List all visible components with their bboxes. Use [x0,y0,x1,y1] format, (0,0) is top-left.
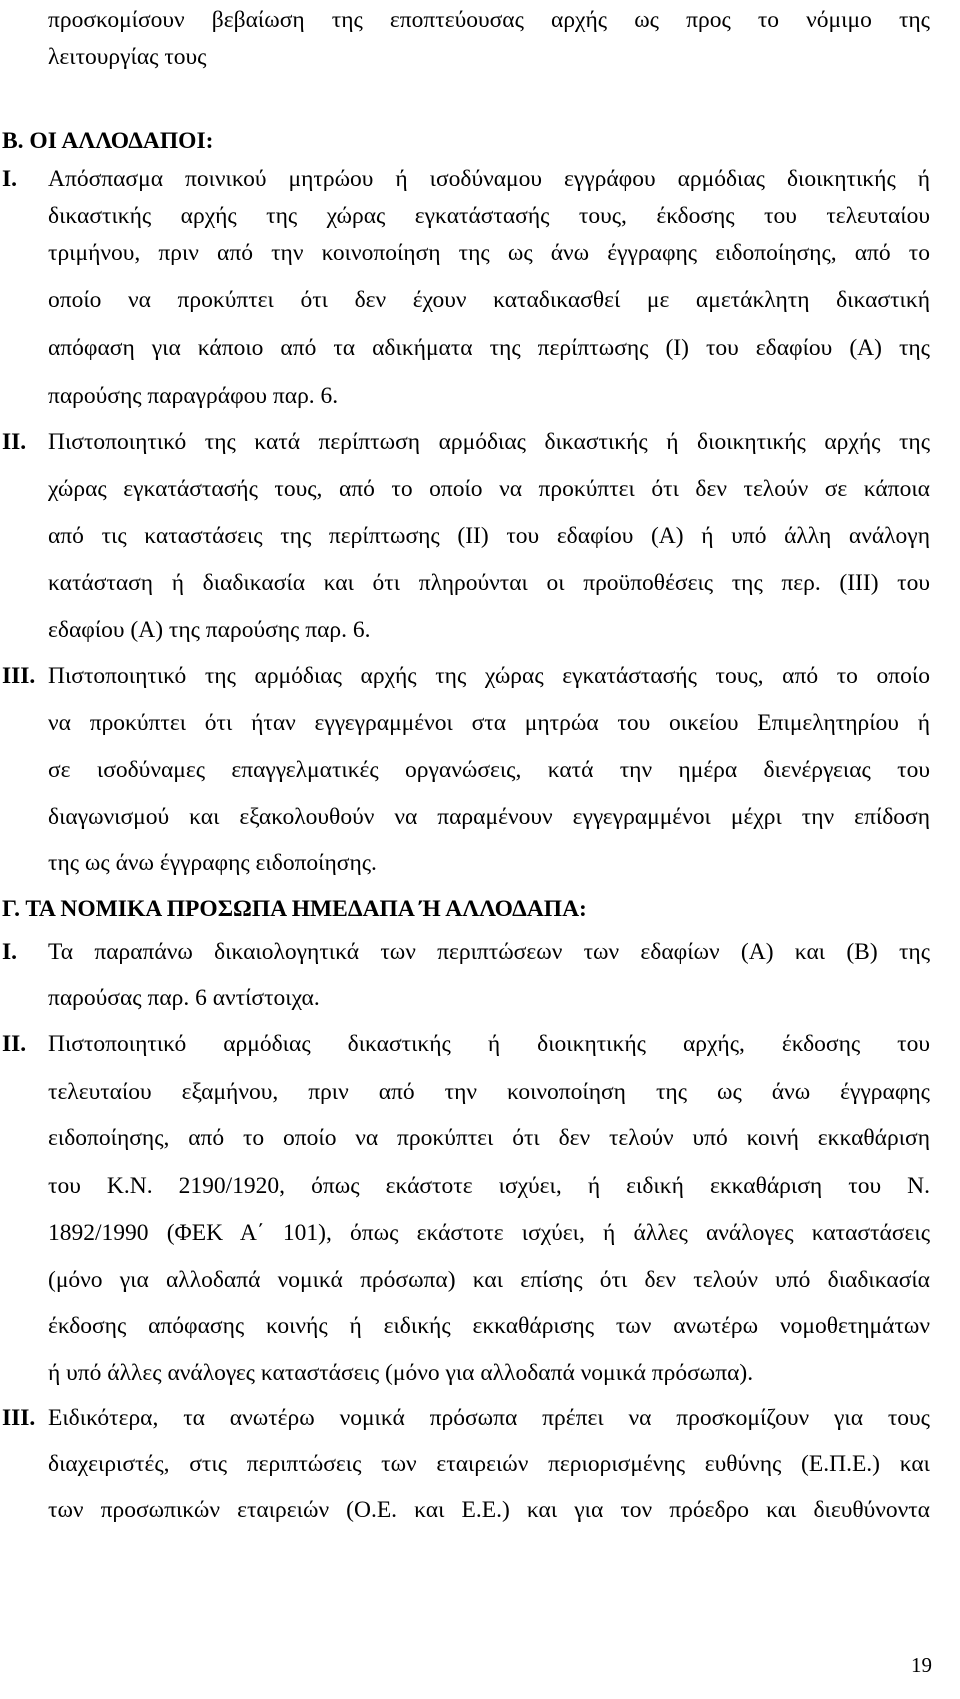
text-line: 1892/1990 (ΦΕΚ Α΄ 101), όπως εκάστοτε ισχύει, ή άλλες ανάλογες καταστάσεις [48,1220,930,1246]
text-line: διαχειριστές, στις περιπτώσεις των εταιρειών περιορισμένης ευθύνης (Ε.Π.Ε.) και [48,1451,930,1477]
item-marker: ΙΙ. [2,429,27,455]
text-line: λειτουργίας τους [48,44,207,70]
text-line: Απόσπασμα ποινικού μητρώου ή ισοδύναμου εγγράφου αρμόδιας διοικητικής ή [48,166,930,192]
text-line: των προσωπικών εταιρειών (Ο.Ε. και Ε.Ε.) και για τον πρόεδρο και διευθύνοντα [48,1497,930,1523]
item-marker: ΙΙ. [2,1031,27,1057]
text-line: ή υπό άλλες ανάλογες καταστάσεις (μόνο για αλλοδαπά νομικά πρόσωπα). [48,1360,754,1386]
text-line: χώρας εγκατάστασής τους, από το οποίο να προκύπτει ότι δεν τελούν σε κάποια [48,476,930,502]
text-line: έκδοσης απόφασης κοινής ή ειδικής εκκαθάρισης των ανωτέρω νομοθετημάτων [48,1313,930,1339]
text-line: Πιστοποιητικό της κατά περίπτωση αρμόδιας δικαστικής ή διοικητικής αρχής της [48,429,930,455]
text-line: προσκομίσουν βεβαίωση της εποπτεύουσας αρχής ως προς το νόμιμο της [48,7,930,33]
text-line: δικαστικής αρχής της χώρας εγκατάστασής τους, έκδοσης του τελευταίου [48,203,930,229]
text-line: Τα παραπάνω δικαιολογητικά των περιπτώσεων των εδαφίων (Α) και (Β) της [48,939,930,965]
text-line: της ως άνω έγγραφης ειδοποίησης. [48,850,377,876]
section-c-heading: Γ. ΤΑ ΝΟΜΙΚΑ ΠΡΟΣΩΠΑ ΗΜΕΔΑΠΑ Ή ΑΛΛΟΔΑΠΑ: [2,896,587,922]
text-line: απόφαση για κάποιο από τα αδικήματα της περίπτωσης (Ι) του εδαφίου (Α) της [48,335,930,361]
text-line: τελευταίου εξαμήνου, πριν από την κοινοποίηση της ως άνω έγγραφης [48,1079,930,1105]
text-line: Ειδικότερα, τα ανωτέρω νομικά πρόσωπα πρέπει να προσκομίζουν για τους [48,1405,930,1431]
text-line: του Κ.Ν. 2190/1920, όπως εκάστοτε ισχύει, ή ειδική εκκαθάριση του Ν. [48,1173,930,1199]
text-line: ειδοποίησης, από το οποίο να προκύπτει ότι δεν τελούν υπό κοινή εκκαθάριση [48,1125,930,1151]
section-b-heading: Β. ΟΙ ΑΛΛΟΔΑΠΟΙ: [2,128,214,154]
text-line: Πιστοποιητικό αρμόδιας δικαστικής ή διοικητικής αρχής, έκδοσης του [48,1031,930,1057]
text-line: οποίο να προκύπτει ότι δεν έχουν καταδικασθεί με αμετάκλητη δικαστική [48,287,930,313]
item-marker: Ι. [2,166,18,192]
text-line: τριμήνου, πριν από την κοινοποίηση της ως άνω έγγραφης ειδοποίησης, από το [48,240,930,266]
item-marker: ΙΙΙ. [2,1405,36,1431]
text-line: σε ισοδύναμες επαγγελματικές οργανώσεις, κατά την ημέρα διενέργειας του [48,757,930,783]
text-line: παρούσας παρ. 6 αντίστοιχα. [48,985,320,1011]
text-line: (μόνο για αλλοδαπά νομικά πρόσωπα) και επίσης ότι δεν τελούν υπό διαδικασία [48,1267,930,1293]
text-line: Πιστοποιητικό της αρμόδιας αρχής της χώρας εγκατάστασής τους, από το οποίο [48,663,930,689]
text-line: εδαφίου (Α) της παρούσης παρ. 6. [48,617,371,643]
page-number: 19 [911,1653,932,1677]
text-line: διαγωνισμού και εξακολουθούν να παραμένουν εγγεγραμμένοι μέχρι την επίδοση [48,804,930,830]
item-marker: ΙΙΙ. [2,663,36,689]
text-line: να προκύπτει ότι ήταν εγγεγραμμένοι στα μητρώα του οικείου Επιμελητηρίου ή [48,710,930,736]
text-line: κατάσταση ή διαδικασία και ότι πληρούνται οι προϋποθέσεις της περ. (ΙΙΙ) του [48,570,930,596]
text-line: παρούσης παραγράφου παρ. 6. [48,383,339,409]
item-marker: Ι. [2,939,18,965]
text-line: από τις καταστάσεις της περίπτωσης (ΙΙ) του εδαφίου (Α) ή υπό άλλη ανάλογη [48,523,930,549]
